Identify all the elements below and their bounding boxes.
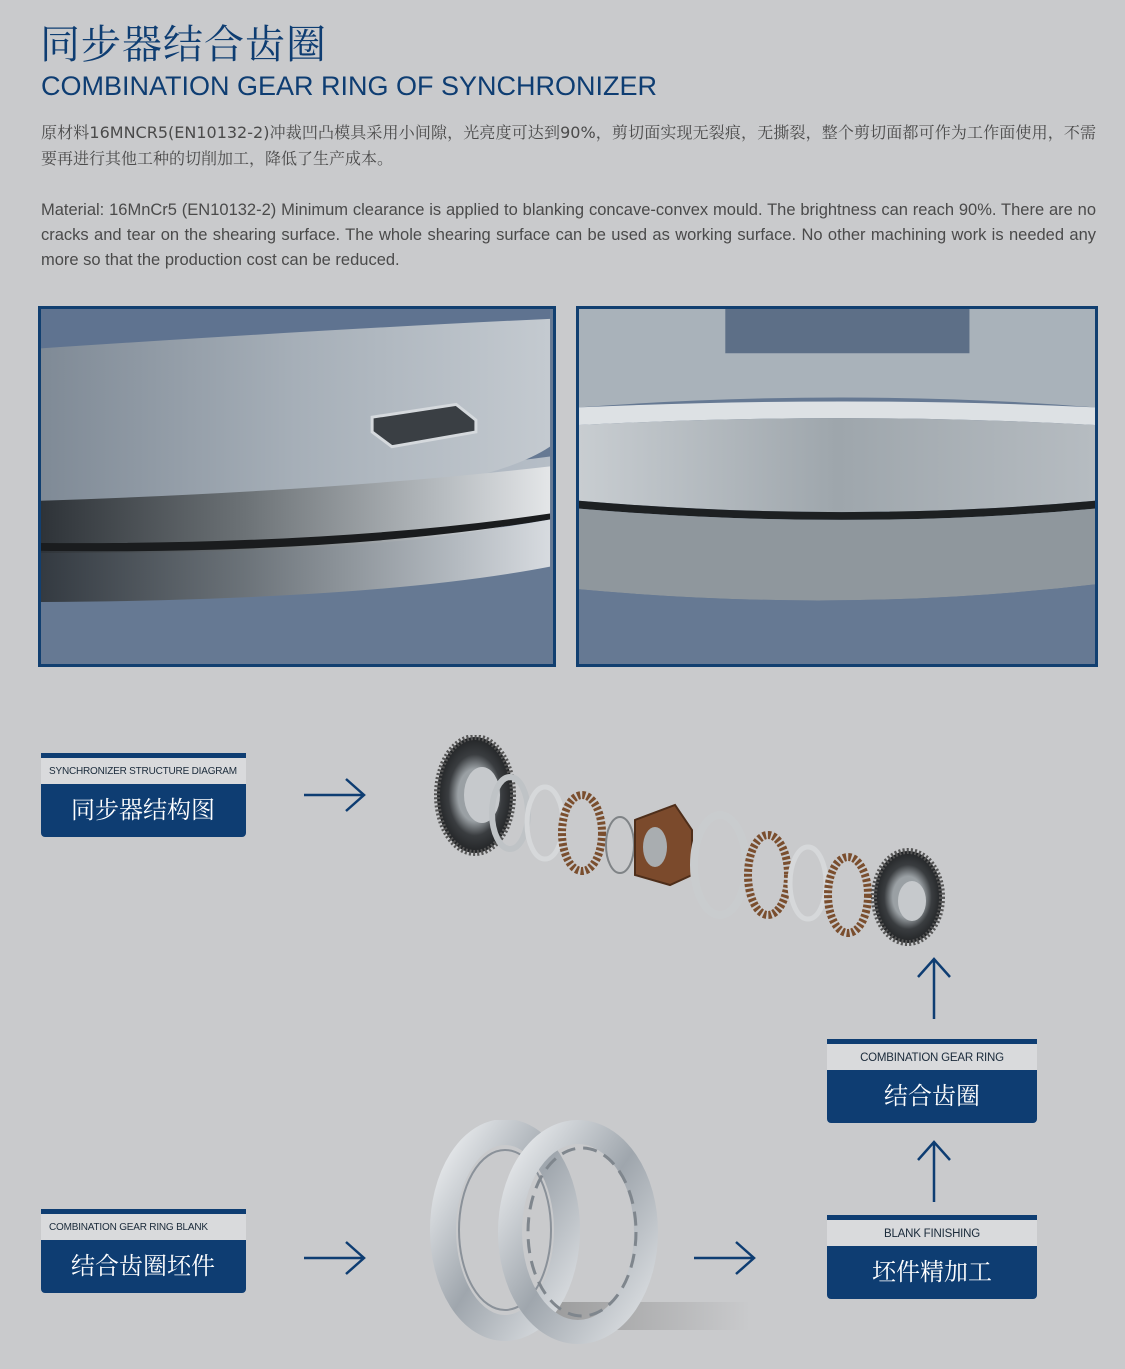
label-en: COMBINATION GEAR RING BLANK — [41, 1214, 246, 1240]
label-en: SYNCHRONIZER STRUCTURE DIAGRAM — [41, 758, 246, 784]
label-en: BLANK FINISHING — [827, 1220, 1037, 1246]
arrow-up-icon — [914, 1138, 954, 1204]
arrow-right-icon — [302, 1238, 368, 1278]
synchronizer-exploded-illustration — [430, 735, 960, 950]
arrow-right-icon — [302, 775, 368, 815]
arrow-up-icon — [914, 955, 954, 1021]
page-title-cn: 同步器结合齿圈 — [40, 22, 327, 68]
page-title-en: COMBINATION GEAR RING OF SYNCHRONIZER — [41, 71, 658, 101]
label-gear-ring-blank — [41, 1209, 246, 1293]
label-cn: 结合齿圈坯件 — [41, 1240, 246, 1293]
gear-ring-blank-illustration — [430, 1120, 750, 1345]
label-cn: 坯件精加工 — [827, 1246, 1037, 1299]
description-en: Material: 16MnCr5 (EN10132-2) Minimum clearance is applied to blanking concave-convex mould. The brightness can reach 90%. There are no cracks and tear on the shearing surface. The whole shearing surface can be used as working surface. No other machining work is needed any more so that the production cost can be reduced. — [41, 201, 1096, 269]
shearing-surface-photo-right — [576, 306, 1098, 667]
label-synchronizer-structure — [41, 753, 246, 837]
description-cn: 原材料16MNCR5(EN10132-2)冲裁凹凸模具采用小间隙，光亮度可达到90%，剪切面实现无裂痕，无撕裂，整个剪切面都可作为工作面使用，不需要再进行其他工种的切削加工，降低了生产成本。 — [41, 123, 1096, 168]
label-gear-ring — [827, 1039, 1037, 1123]
label-cn: 结合齿圈 — [827, 1070, 1037, 1123]
label-cn: 同步器结构图 — [41, 784, 246, 837]
label-blank-finishing — [827, 1215, 1037, 1299]
shearing-surface-photo-left — [38, 306, 556, 667]
label-en: COMBINATION GEAR RING — [827, 1044, 1037, 1070]
